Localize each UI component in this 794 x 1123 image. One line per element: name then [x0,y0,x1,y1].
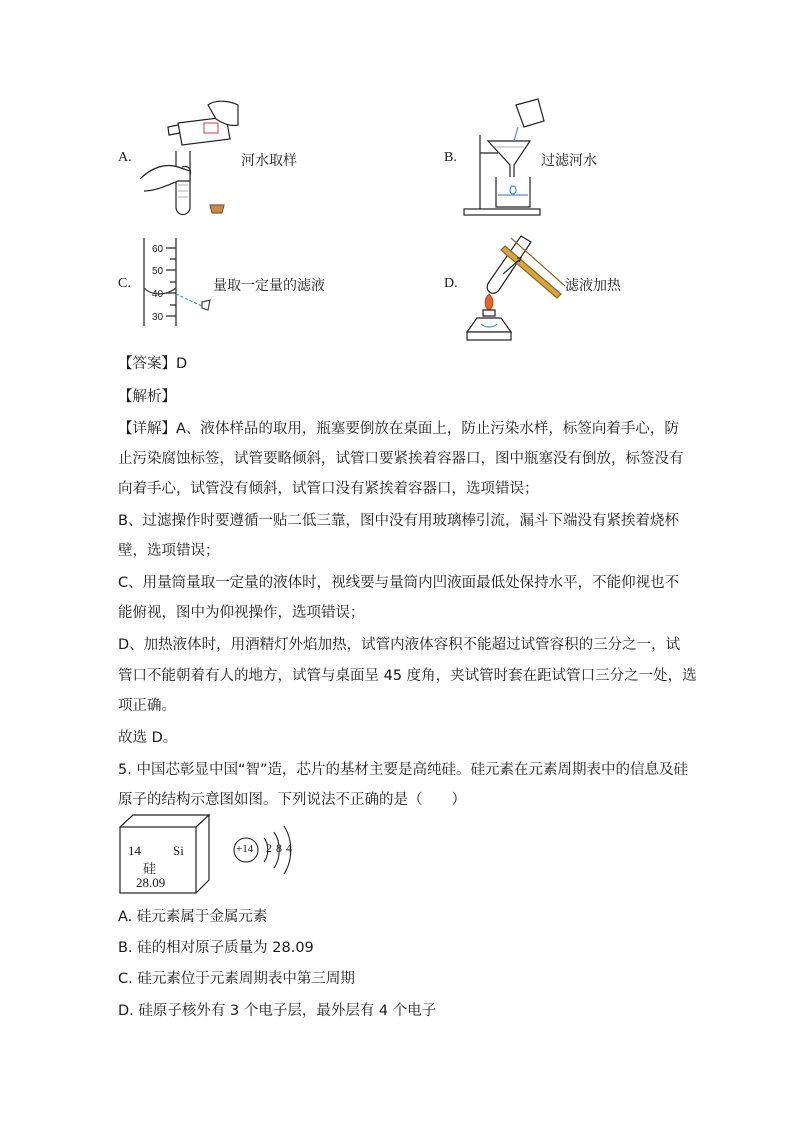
analysis-conclusion: 故选 D。 [118,730,178,746]
tick-50: 50 [152,266,164,277]
tick-60: 60 [152,244,164,255]
question-5-stem-line: 原子的结构示意图如图。下列说法不正确的是（ ） [118,792,466,808]
figure-a-illustration [138,95,248,225]
element-atomic-mass: 28.09 [136,875,166,890]
choice-b: B. 硅的相对原子质量为 28.09 [118,940,314,956]
atom-shell-3: 4 [286,841,292,855]
analysis-line: C、用量筒量取一定量的液体时，视线要与量筒内凹液面最低处保持水平，不能仰视也不 [118,575,680,591]
analysis-line: B、过滤操作时要遵循一贴二低三靠，图中没有用玻璃棒引流，漏斗下端没有紧挨着烧杯 [118,513,679,529]
option-c-letter: C. [118,276,131,291]
choice-c: C. 硅元素位于元素周期表中第三周期 [118,971,355,987]
option-a-caption: 河水取样 [241,153,297,169]
analysis-line: 向着手心，试管没有倾斜，试管口没有紧挨着容器口，选项错误； [118,481,539,497]
tick-30: 30 [152,312,164,323]
option-d-letter: D. [444,276,458,291]
figure-d-illustration [455,228,565,343]
element-symbol: Si [173,843,184,858]
atom-shell-2: 8 [276,841,282,855]
option-d-caption: 滤液加热 [565,278,621,294]
analysis-line: 管口不能朝着有人的地方，试管与桌面呈 45 度角，夹试管时套在距试管口三分之一处，选 [118,668,697,684]
analysis-line: 壁，选项错误； [118,543,220,559]
atom-nucleus-charge: +14 [236,843,254,855]
option-b-caption: 过滤河水 [541,153,597,169]
analysis-line: 能俯视，图中为仰视操作，选项错误； [118,605,365,621]
option-c-caption: 量取一定量的滤液 [213,278,325,294]
figure-b-illustration [458,95,548,220]
analysis-line: 【详解】A、液体样品的取用，瓶塞要倒放在桌面上，防止污染水样，标签向着手心，防 [118,421,679,437]
atom-shell-1: 2 [266,841,272,855]
element-name: 硅 [143,862,157,877]
choice-a: A. 硅元素属于金属元素 [118,909,268,925]
question-5-stem-line: 5. 中国芯彰显中国“智”造，芯片的基材主要是高纯硅。硅元素在元素周期表中的信息及硅 [118,762,688,778]
analysis-line: 项正确。 [118,698,176,714]
option-b-letter: B. [444,150,457,165]
choice-d: D. 硅原子核外有 3 个电子层，最外层有 4 个电子 [118,1003,437,1019]
option-a-letter: A. [118,150,132,165]
analysis-line: D、加热液体时，用酒精灯外焰加热，试管内液体容积不能超过试管容积的三分之一，试 [118,637,681,653]
answer-line: 【答案】D [118,356,188,372]
analysis-heading: 【解析】 [118,389,176,405]
analysis-line: 止污染腐蚀标签，试管要略倾斜，试管口要紧挨着容器口，图中瓶塞没有倒放，标签没有 [118,451,684,467]
figure-c-cylinder [140,238,220,330]
tick-40: 40 [152,289,164,300]
element-atomic-number: 14 [128,843,141,858]
